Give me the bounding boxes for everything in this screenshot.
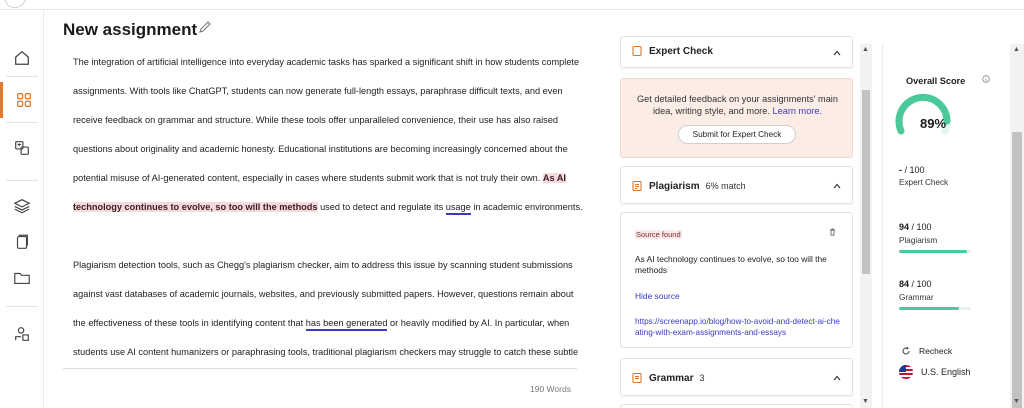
- info-icon[interactable]: [982, 75, 990, 83]
- score-denominator: / 100: [909, 279, 932, 289]
- grammar-card[interactable]: [620, 358, 853, 396]
- expert-score-label: Expert Check: [899, 178, 949, 187]
- overall-score-label: Overall Score: [906, 76, 966, 86]
- score-number: 94: [899, 222, 910, 232]
- grammar-score-label: Grammar: [899, 293, 934, 302]
- edit-pencil-icon[interactable]: [198, 20, 212, 34]
- rail-divider: [6, 306, 38, 307]
- grammar-suggestion-underline[interactable]: has been generated: [306, 318, 388, 331]
- recheck-label: Recheck: [919, 346, 953, 356]
- paragraph-text: used to detect and regulate its: [317, 202, 446, 212]
- paragraph-text: in academic environments.: [470, 202, 583, 212]
- plagiarism-doc-icon: [631, 180, 643, 192]
- us-flag-icon: [899, 365, 913, 379]
- scroll-down-arrow-icon[interactable]: ▼: [1013, 398, 1020, 405]
- home-icon[interactable]: [0, 40, 44, 76]
- document-divider: [63, 368, 577, 369]
- grammar-score-value: [899, 279, 932, 289]
- bar-fill: [899, 250, 967, 253]
- grammar-icon: [631, 372, 643, 384]
- score-panel: [882, 44, 1010, 408]
- learn-more-link[interactable]: Learn more.: [772, 106, 823, 116]
- source-found-card: [620, 212, 853, 348]
- page-scrollbar[interactable]: [1010, 44, 1024, 408]
- dashboard-grid-icon[interactable]: [0, 82, 44, 118]
- plagiarism-highlight[interactable]: As AI technology continues to evolve, so too will the methods: [73, 173, 566, 212]
- grammar-score-bar: [899, 307, 971, 310]
- expert-check-promo: [620, 78, 853, 158]
- flashcards-icon[interactable]: [0, 224, 44, 260]
- chevron-up-icon[interactable]: [832, 373, 842, 383]
- refresh-icon: [901, 346, 911, 356]
- language-selector[interactable]: [899, 365, 971, 379]
- trash-icon[interactable]: [829, 228, 836, 236]
- expert-check-description: Get detailed feedback on your assignments' main idea, writing style, and more.: [637, 94, 838, 116]
- expert-check-card[interactable]: [620, 36, 853, 68]
- plagiarism-card[interactable]: [620, 166, 853, 204]
- expert-icon: [631, 45, 643, 57]
- hide-source-link[interactable]: Hide source: [635, 291, 680, 301]
- source-matched-text: As AI technology continues to evolve, so too will the methods: [635, 254, 827, 275]
- rail-divider: [6, 76, 38, 77]
- language-label: U.S. English: [921, 367, 971, 377]
- source-found-badge: Source found: [636, 230, 681, 239]
- plagiarism-score-bar: [899, 250, 971, 253]
- bar-fill: [899, 307, 959, 310]
- account-switch-icon[interactable]: [0, 316, 44, 352]
- score-denominator: / 100: [902, 165, 925, 175]
- plagiarism-title: Plagiarism: [649, 180, 700, 192]
- paragraph-text: or heavily modified by AI. In particular, when students use AI content humanizers or paraphrasing tools, traditional plagiarism checkers may struggle to catch these subtle: [73, 318, 579, 357]
- score-number: -: [899, 165, 902, 175]
- scroll-up-arrow-icon[interactable]: ▲: [862, 46, 869, 53]
- rail-divider: [6, 180, 38, 181]
- next-card: [620, 404, 853, 408]
- grammar-suggestion-underline[interactable]: usage: [446, 202, 471, 215]
- scroll-up-arrow-icon[interactable]: ▲: [1013, 46, 1020, 53]
- score-denominator: / 100: [909, 222, 932, 232]
- document-editor[interactable]: [63, 48, 583, 367]
- translate-icon[interactable]: [0, 130, 44, 166]
- word-count: 190 Words: [530, 384, 571, 394]
- expert-score-value: [899, 165, 925, 175]
- layers-icon[interactable]: [0, 188, 44, 224]
- top-bar: [0, 0, 1024, 10]
- paragraph: [63, 251, 583, 367]
- recheck-button[interactable]: [901, 346, 952, 356]
- scrollbar-thumb[interactable]: [1012, 132, 1022, 408]
- scroll-down-arrow-icon[interactable]: ▼: [862, 398, 869, 405]
- paragraph: [63, 48, 583, 222]
- score-number: 84: [899, 279, 910, 289]
- expert-check-title: Expert Check: [649, 45, 713, 57]
- chevron-up-icon[interactable]: [832, 48, 842, 58]
- scrollbar-thumb[interactable]: [862, 90, 870, 274]
- chevron-up-icon[interactable]: [832, 181, 842, 191]
- paragraph-text: The integration of artificial intelligence into everyday academic tasks has sparked a significant shift in how students complete assignments. With tools like ChatGPT, students can now generate full-length essays, paraphrase difficult texts, and even receive feedback on grammar and structure. While these tools offer unparalleled convenience, their use has also raised questions about originality and academic honesty. Educational institutions are becoming increasingly concerned about the potential misuse of AI-generated content, especially in cases where students submit work that is not truly their own.: [73, 57, 580, 183]
- folder-icon[interactable]: [0, 260, 44, 296]
- profile-avatar[interactable]: [4, 0, 26, 8]
- source-url-link[interactable]: https://screenapp.io/blog/how-to-avoid-and-detect-ai-cheating-with-exam-assignments-and-essays: [635, 317, 840, 337]
- panel-scrollbar[interactable]: [860, 44, 872, 408]
- page-title: New assignment: [63, 20, 198, 39]
- left-rail: [0, 10, 44, 408]
- plagiarism-match: 6% match: [705, 181, 746, 191]
- grammar-count: 3: [699, 373, 705, 383]
- paragraph-text: Plagiarism detection tools, such as Chegg's plagiarism checker, aim to address this issue by scanning student submissions against vast databases of academic journals, websites, and previously submitted papers. However, questions remain about the effectiveness of these tools in identifying content that: [73, 260, 574, 328]
- grammar-title: Grammar: [649, 372, 694, 384]
- submit-expert-check-button[interactable]: Submit for Expert Check: [678, 125, 796, 144]
- plagiarism-score-value: [899, 222, 932, 232]
- rail-divider: [6, 122, 38, 123]
- plagiarism-score-label: Plagiarism: [899, 236, 938, 245]
- overall-score-value: 89%: [920, 116, 947, 131]
